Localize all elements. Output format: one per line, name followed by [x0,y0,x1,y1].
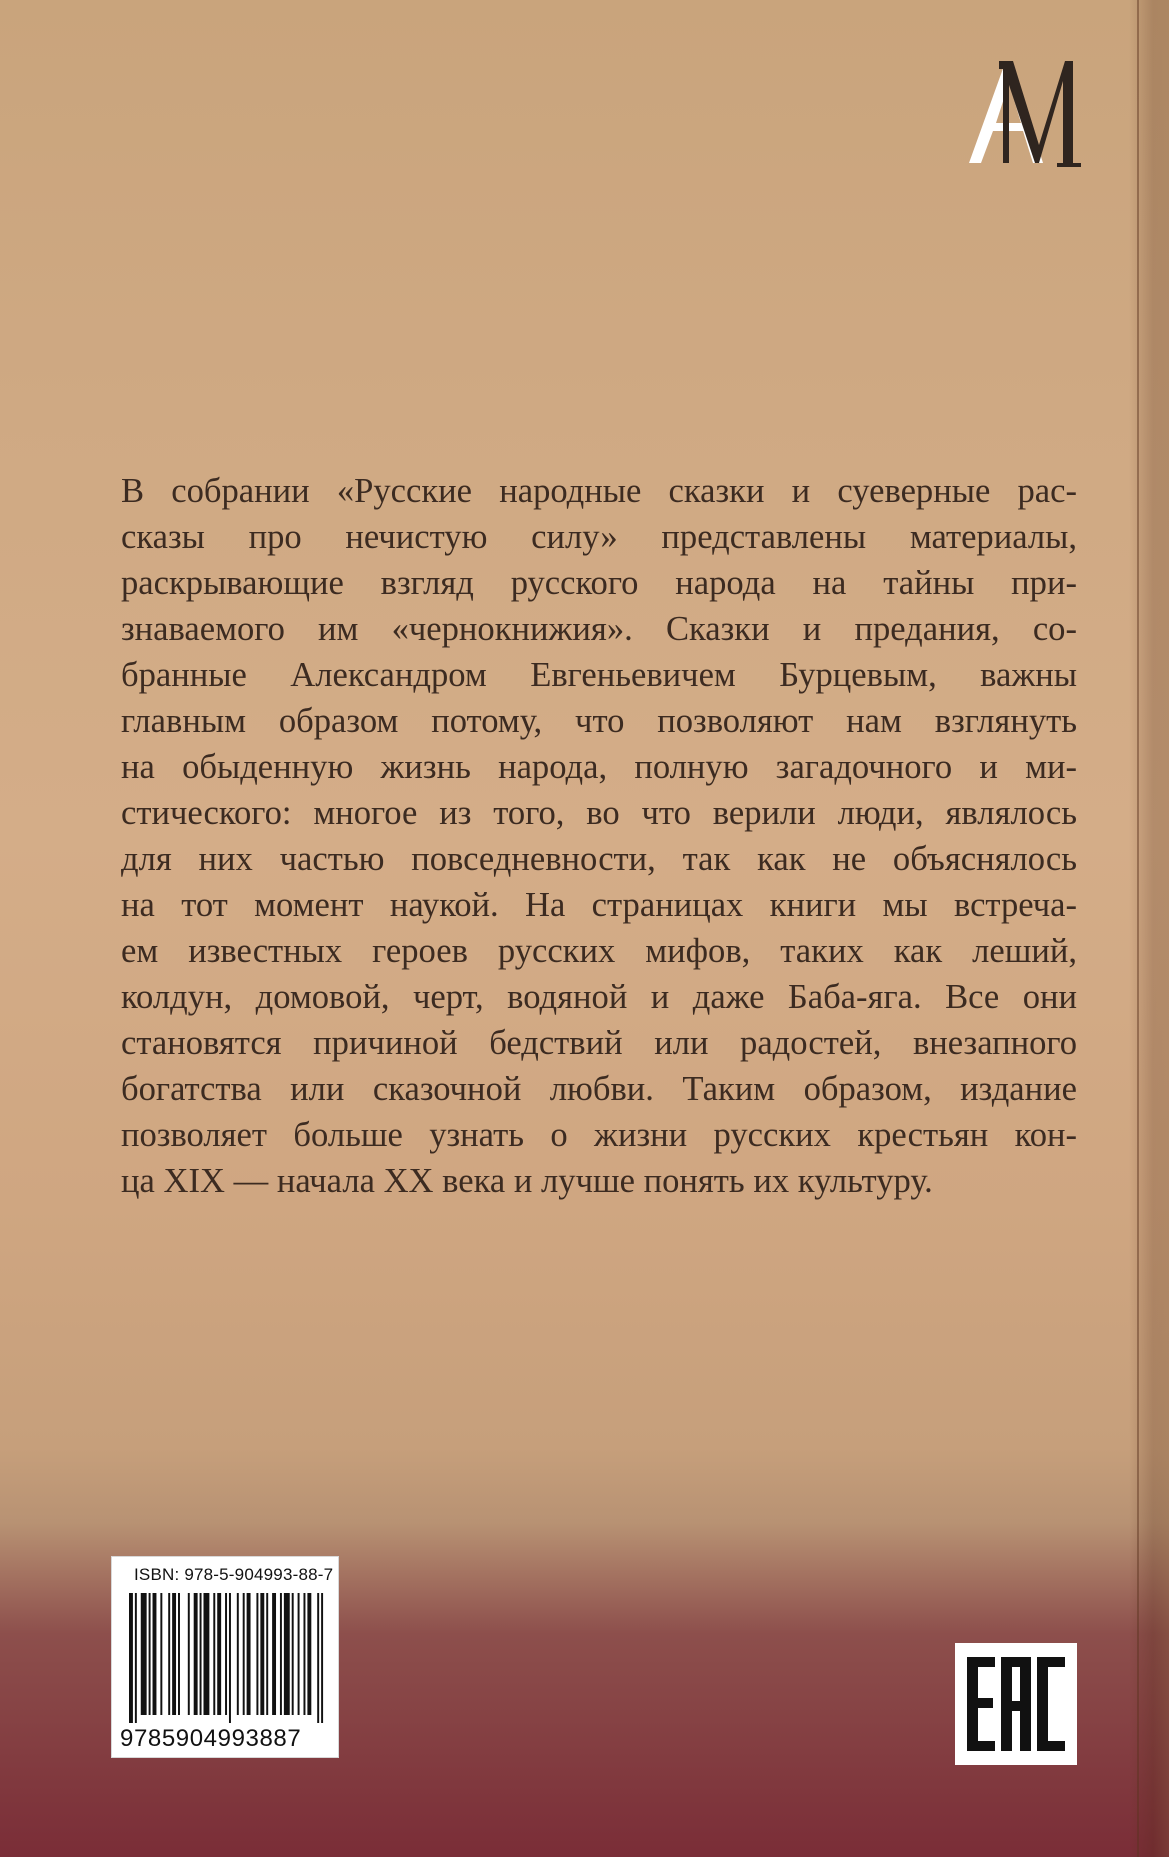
barcode-bar [168,1593,170,1715]
barcode-bar [141,1593,147,1715]
description-line: колдун, домовой, черт, водяной и даже Баба-яга. Все они [121,978,1077,1016]
barcode-bar [129,1593,133,1723]
isbn-barcode [111,1556,339,1758]
barcode-bar [153,1593,157,1715]
barcode-bar [217,1593,221,1715]
barcode-bar [317,1593,319,1723]
barcode-bar [243,1593,245,1715]
barcode-bar [194,1593,198,1715]
barcode-bar [172,1593,176,1715]
description-line: позволяет больше узнать о жизни русских крестьян кон- [121,1116,1077,1154]
barcode-bar [213,1593,215,1715]
barcode-bar [200,1593,202,1715]
barcode-bar [298,1593,300,1715]
barcode-bar [188,1593,190,1715]
description-line: для них частью повседневности, так как не объяснялось [121,840,1077,878]
barcode-bar [284,1593,290,1715]
description-line: богатства или сказочной любви. Таким образом, издание [121,1070,1077,1108]
eac-conformity-mark [955,1643,1077,1765]
description-line: ца XIX — начала XX века и лучше понять их культуру. [121,1162,933,1200]
description-line: знаваемого им «чернокнижия». Сказки и предания, со- [121,610,1077,648]
barcode-bar [260,1593,264,1715]
description-line: становятся причиной бедствий или радостей, внезапного [121,1024,1077,1062]
barcode-bars [129,1593,327,1723]
barcode-bar [149,1593,151,1715]
description-line: раскрывающие взгляд русского народа на тайны при- [121,564,1077,602]
barcode-bar [303,1593,305,1715]
description-line: на обыденную жизнь народа, полную загадочного и ми- [121,748,1077,786]
description-line: стического: многое из того, во что верили люди, являлось [121,794,1077,832]
barcode-bar [135,1593,137,1723]
barcode-bar [292,1593,294,1715]
barcode-bar [229,1593,231,1723]
description-line: главным образом потому, что позволяют нам взглянуть [121,702,1077,740]
book-spine-edge [1129,0,1169,1857]
isbn-label: ISBN: 978-5-904993-88-7 [134,1565,334,1584]
barcode-bar [203,1593,209,1715]
barcode-bar [256,1593,258,1715]
barcode-bar [237,1593,239,1715]
description-line: сказы про нечистую силу» представлены материалы, [121,518,1077,556]
barcode-digits: 9785904993887 [120,1725,302,1752]
barcode-bar [280,1593,282,1715]
barcode-bar [321,1593,323,1723]
description-line: В собрании «Русские народные сказки и суеверные рас- [121,472,1077,510]
barcode-bar [225,1593,227,1715]
publisher-monogram-logo [965,55,1085,170]
barcode-bar [178,1593,180,1715]
barcode-bar [272,1593,276,1715]
barcode-bar [160,1593,162,1715]
barcode-bar [266,1593,268,1715]
description-line: на тот момент наукой. На страницах книги мы встреча- [121,886,1077,924]
barcode-bar [247,1593,251,1715]
description-line: ем известных героев русских мифов, таких как леший, [121,932,1077,970]
barcode-bar [307,1593,311,1715]
book-description [121,468,1077,1204]
description-line: бранные Александром Евгеньевичем Бурцевым, важны [121,656,1077,694]
